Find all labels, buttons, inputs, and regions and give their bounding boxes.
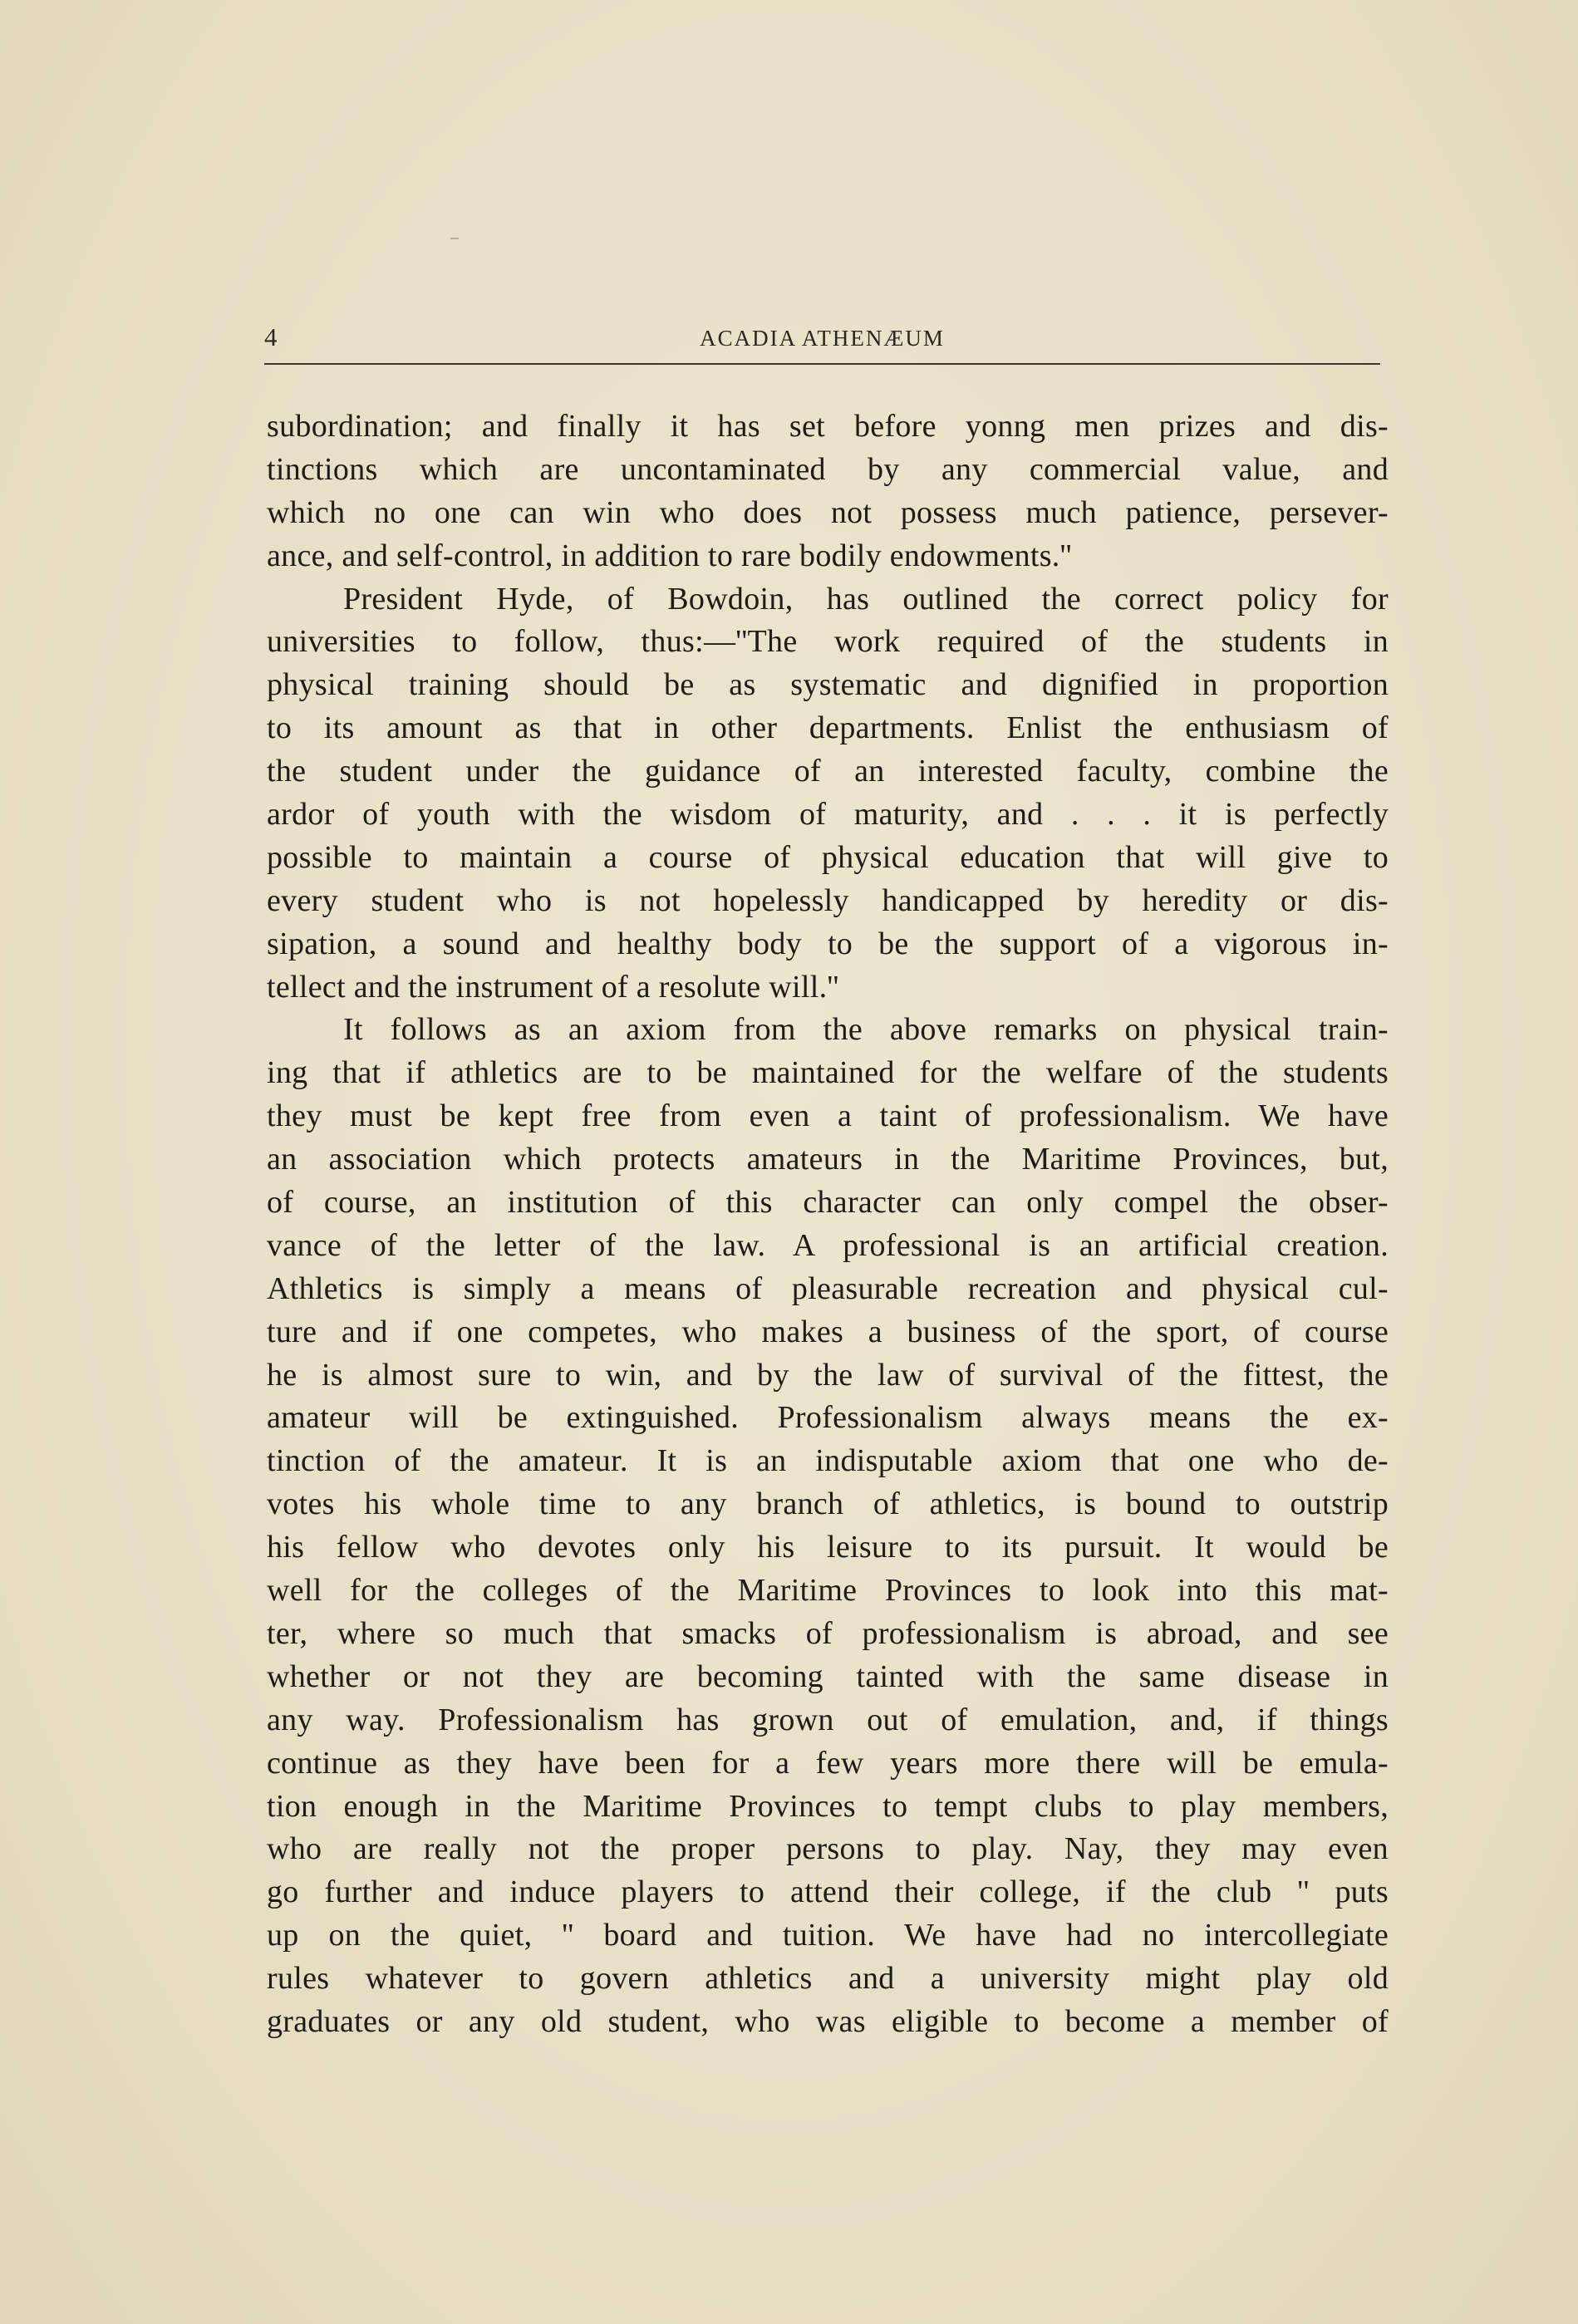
text-line: up on the quiet, '' board and tuition. We have had no intercollegiate — [267, 1918, 1389, 1953]
text-line: his fellow who devotes only his leisure to its pursuit. It would be — [267, 1530, 1389, 1565]
page-header — [264, 322, 1380, 366]
text-line: they must be kept free from even a taint of professionalism. We have — [267, 1098, 1389, 1134]
text-line: every student who is not hopelessly handicapped by heredity or dis- — [267, 882, 1389, 918]
text-line: he is almost sure to win, and by the law of survival of the fittest, the — [267, 1357, 1389, 1393]
text-line: the student under the guidance of an interested faculty, combine the — [267, 754, 1389, 789]
text-line: possible to maintain a course of physical education that will give to — [267, 839, 1389, 875]
text-line: ardor of youth with the wisdom of maturity, and . . . it is perfectly — [267, 797, 1389, 833]
text-line: ance, and self-control, in addition to rare bodily endowments.'' — [267, 538, 1072, 573]
text-line: Athletics is simply a means of pleasurable recreation and physical cul- — [267, 1270, 1389, 1306]
text-line: to its amount as that in other departments. Enlist the enthusiasm of — [267, 710, 1389, 746]
running-title: ACADIA ATHENÆUM — [700, 326, 945, 351]
text-line: tinctions which are uncontaminated by any commercial value, and — [267, 451, 1389, 487]
text-line: rules whatever to govern athletics and a university might play old — [267, 1961, 1389, 1997]
text-line: physical training should be as systematic and dignified in proportion — [267, 667, 1389, 703]
body-text — [267, 405, 1389, 2044]
text-line: continue as they have been for a few years more there will be emula- — [267, 1745, 1389, 1781]
text-line: tellect and the instrument of a resolute will.'' — [267, 969, 839, 1005]
text-line: which no one can win who does not possess much patience, persever- — [267, 494, 1389, 530]
text-line: go further and induce players to attend their college, if the club '' puts — [267, 1874, 1389, 1910]
page-number: 4 — [264, 322, 278, 351]
text-line: of course, an institution of this character can only compel the obser- — [267, 1185, 1389, 1221]
text-line: tinction of the amateur. It is an indisputable axiom that one who de- — [267, 1443, 1389, 1479]
text-line: subordination; and finally it has set before yonng men prizes and dis- — [267, 409, 1389, 444]
text-line: ing that if athletics are to be maintained for the welfare of the students — [267, 1055, 1389, 1091]
text-line: votes his whole time to any branch of athletics, is bound to outstrip — [267, 1486, 1389, 1522]
text-line: President Hyde, of Bowdoin, has outlined the correct policy for — [343, 581, 1389, 617]
text-line: amateur will be extinguished. Professionalism always means the ex- — [267, 1400, 1389, 1436]
text-line: well for the colleges of the Maritime Provinces to look into this mat- — [267, 1573, 1389, 1609]
text-line: any way. Professionalism has grown out of emulation, and, if things — [267, 1702, 1389, 1737]
text-line: universities to follow, thus:—''The work required of the students in — [267, 624, 1389, 660]
text-line: ter, where so much that smacks of professionalism is abroad, and see — [267, 1615, 1389, 1651]
text-line: who are really not the proper persons to play. Nay, they may even — [267, 1831, 1389, 1867]
text-line: an association which protects amateurs in the Maritime Provinces, but, — [267, 1142, 1389, 1177]
text-line: sipation, a sound and healthy body to be the support of a vigorous in- — [267, 926, 1389, 961]
text-line: graduates or any old student, who was eligible to become a member of — [267, 2003, 1389, 2039]
text-line: It follows as an axiom from the above remarks on physical train- — [343, 1012, 1389, 1048]
paper-speck — [450, 238, 459, 239]
header-rule — [264, 363, 1380, 365]
text-line: ture and if one competes, who makes a business of the sport, of course — [267, 1314, 1389, 1349]
text-line: tion enough in the Maritime Provinces to tempt clubs to play members, — [267, 1788, 1389, 1824]
text-line: vance of the letter of the law. A professional is an artificial creation. — [267, 1227, 1389, 1263]
text-line: whether or not they are becoming tainted with the same disease in — [267, 1658, 1389, 1694]
